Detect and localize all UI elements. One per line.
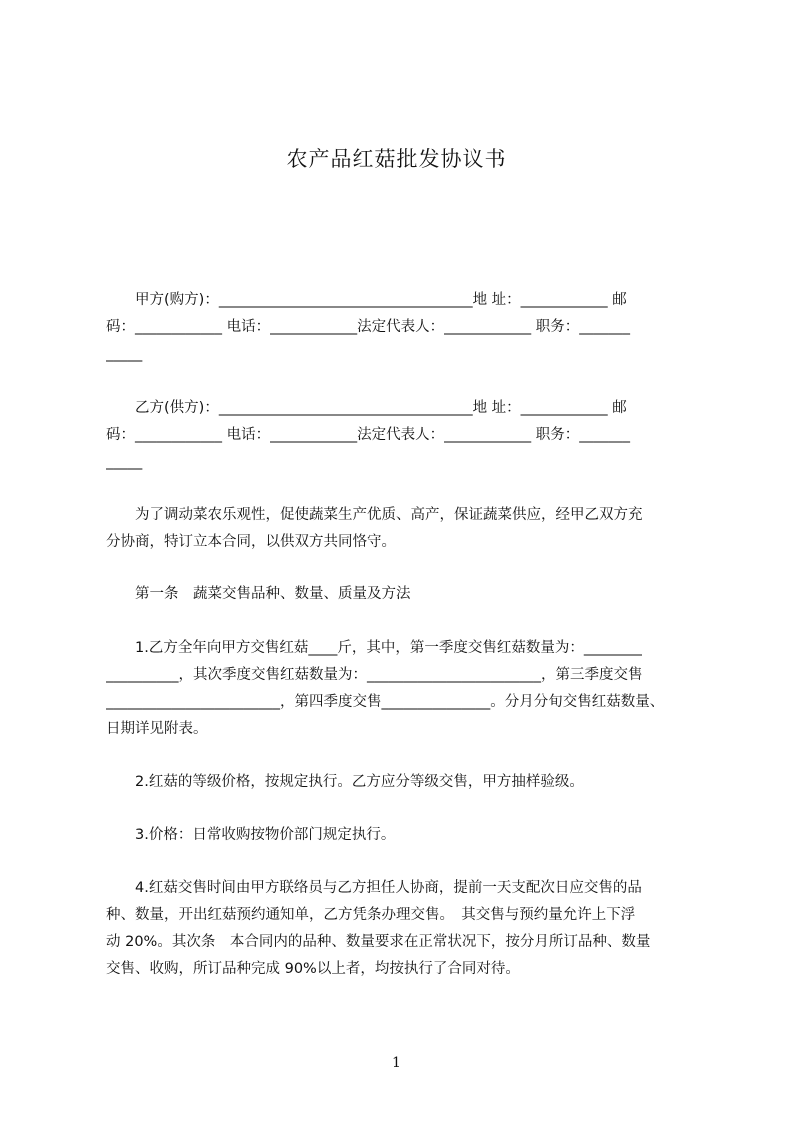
page-number: 1: [392, 1055, 401, 1071]
clause-1-line-4: 日期详见附表。: [106, 721, 208, 737]
document-title: 农产品红菇批发协议书: [286, 147, 507, 171]
article-1-heading: 第一条 蔬菜交售品种、数量、质量及方法: [106, 586, 411, 602]
clause-1-line-2: __________，其次季度交售红菇数量为：________________________，第三季度交售: [106, 667, 643, 683]
party-a-line-3: _____: [106, 346, 143, 362]
clause-1-line-3: ________________________，第四季度交售_______________。分月分旬交售红菇数量、: [106, 694, 665, 710]
intro-line-1: 为了调动菜农乐观性，促使蔬菜生产优质、高产，保证蔬菜供应，经甲乙双方充: [106, 507, 643, 523]
clause-1-line-1: 1.乙方全年向甲方交售红菇____斤，其中，第一季度交售红菇数量为：________: [106, 640, 642, 656]
clause-3: 3.价格：日常收购按物价部门规定执行。: [106, 827, 396, 843]
clause-2: 2.红菇的等级价格，按规定执行。乙方应分等级交售，甲方抽样验级。: [106, 774, 584, 790]
party-b-line-1: 乙方(供方)：___________________________________地 址：____________ 邮: [106, 400, 627, 416]
clause-4-line-2: 种、数量，开出红菇预约通知单，乙方凭条办理交售。 其交售与预约量允许上下浮: [106, 907, 636, 923]
party-a-line-1: 甲方(购方)：___________________________________地 址：____________ 邮: [106, 292, 627, 308]
party-a-line-2: 码：____________ 电话：____________法定代表人：____________ 职务：_______: [106, 319, 630, 335]
party-b-line-2: 码：____________ 电话：____________法定代表人：____________ 职务：_______: [106, 427, 630, 443]
intro-line-2: 分协商，特订立本合同，以供双方共同恪守。: [106, 534, 396, 550]
party-b-line-3: _____: [106, 454, 143, 470]
clause-4-line-1: 4.红菇交售时间由甲方联络员与乙方担任人协商，提前一天支配次日应交售的品: [106, 880, 642, 896]
clause-4-line-4: 交售、收购，所订品种完成 90%以上者，均按执行了合同对待。: [106, 961, 520, 977]
clause-4-line-3: 动 20%。其次条 本合同内的品种、数量要求在正常状况下，按分月所订品种、数量: [106, 934, 651, 950]
